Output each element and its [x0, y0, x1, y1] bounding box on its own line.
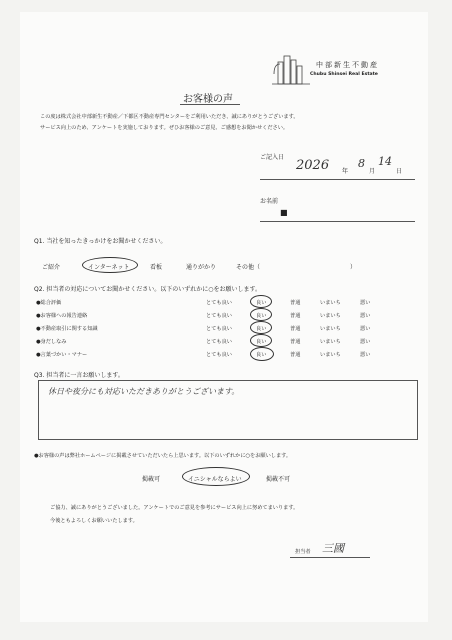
selected-circle [250, 321, 272, 334]
q1-selected-circle [82, 257, 138, 273]
month-unit: 月 [369, 168, 376, 175]
staff-underline [290, 557, 370, 558]
name-underline [260, 221, 415, 222]
scale-so-so[interactable]: いまいち [320, 352, 341, 358]
scale-bad[interactable]: 悪い [360, 352, 371, 358]
scale-so-so[interactable]: いまいち [320, 300, 341, 306]
selected-circle [250, 308, 272, 321]
date-day[interactable]: 14 [378, 155, 392, 168]
scale-very-good[interactable]: とても良い [206, 313, 232, 319]
staff-label: 担当者 [295, 549, 311, 555]
scale-good[interactable]: 良い [256, 339, 267, 345]
scale-bad[interactable]: 悪い [360, 300, 371, 306]
scale-very-good[interactable]: とても良い [206, 352, 232, 358]
intro-line-2: サービス向上のため、アンケートを実施しております。ぜひお客様のご意見、ご感想をお聞かせください。 [40, 125, 289, 131]
selected-circle [250, 334, 272, 347]
q3-question: Q3. 担当者に一言お願いします。 [34, 372, 124, 379]
closing-line-2: 今後ともよろしくお願いいたします。 [50, 518, 138, 524]
scale-bad[interactable]: 悪い [360, 339, 371, 345]
scale-good[interactable]: 良い [256, 300, 267, 306]
q1-option-signboard[interactable]: 看板 [150, 264, 163, 271]
title-underline [180, 104, 240, 105]
q1-question: Q1. 当社を知ったきっかけをお聞かせください。 [34, 238, 167, 245]
q3-answer-text: 休日や夜分にも対応いただきありがとうございます。 [48, 387, 240, 396]
scale-very-good[interactable]: とても良い [206, 339, 232, 345]
scale-bad[interactable]: 悪い [360, 313, 371, 319]
q1-option-referral[interactable]: ご紹介 [42, 264, 61, 271]
q2-item-label: ●総合評価 [36, 300, 62, 306]
date-month[interactable]: 8 [358, 157, 365, 170]
date-label: ご記入日 [260, 154, 285, 161]
selected-circle [250, 347, 274, 361]
closing-line-1: ご協力、誠にありがとうございました。アンケートでのご意見を参考にサービス向上に努めてまいります。 [50, 505, 299, 511]
scale-very-good[interactable]: とても良い [206, 326, 232, 332]
date-year[interactable]: 2026 [296, 158, 330, 173]
q1-option-other[interactable]: その他（ [236, 264, 261, 271]
publish-option-initials[interactable]: イニシャルならよい [188, 476, 242, 483]
intro-line-1: この度は株式会社中部新生不動産／下都区不動産専門センターをご利用いただき、誠にありがとうございます。 [40, 114, 299, 120]
q2-item-label: ●不動産取引に関する知識 [36, 326, 98, 332]
scale-bad[interactable]: 悪い [360, 326, 371, 332]
company-name: 中部新生不動産 [316, 61, 379, 69]
scale-average[interactable]: 普通 [290, 300, 301, 306]
scale-good[interactable]: 良い [256, 313, 267, 319]
q2-item-label: ●身だしなみ [36, 339, 67, 345]
scale-good[interactable]: 良い [256, 326, 267, 332]
publish-question: ●お客様の声は弊社ホームページに掲載させていただいたら上思います。以下のいずれかに○をお願いします。 [34, 453, 292, 459]
day-unit: 日 [396, 168, 403, 175]
scale-very-good[interactable]: とても良い [206, 300, 232, 306]
staff-signature: 三國 [322, 542, 344, 555]
scale-so-so[interactable]: いまいち [320, 326, 341, 332]
company-name-en: Chubu Shinsei Real Estate [310, 72, 378, 77]
scale-average[interactable]: 普通 [290, 326, 301, 332]
scale-so-so[interactable]: いまいち [320, 313, 341, 319]
q1-option-walkby[interactable]: 通りがかり [186, 264, 217, 271]
scale-average[interactable]: 普通 [290, 352, 301, 358]
q2-item-label: ●お客様への報告連絡 [36, 313, 88, 319]
q1-other-close: ） [350, 264, 357, 271]
q1-option-internet[interactable]: インターネット [88, 264, 130, 271]
publish-selected-circle [182, 467, 250, 486]
scale-good[interactable]: 良い [256, 352, 267, 358]
q2-question: Q2. 担当者の対応についてお聞かせください。以下のいずれかに○をお願いします。 [34, 286, 261, 293]
selected-circle [250, 295, 272, 308]
scale-average[interactable]: 普通 [290, 339, 301, 345]
page-title: お客様の声 [183, 94, 233, 105]
name-value[interactable]: ■ [280, 208, 288, 217]
year-unit: 年 [342, 168, 349, 175]
publish-option-allowed[interactable]: 掲載可 [142, 476, 161, 483]
scale-so-so[interactable]: いまいち [320, 339, 341, 345]
q2-item-label: ●言葉づかい・マナー [36, 352, 88, 358]
building-logo-icon [270, 52, 314, 86]
scale-average[interactable]: 普通 [290, 313, 301, 319]
publish-option-denied[interactable]: 掲載不可 [266, 476, 291, 483]
date-underline [260, 179, 415, 180]
name-label: お名前 [260, 198, 279, 205]
survey-sheet [20, 12, 428, 622]
